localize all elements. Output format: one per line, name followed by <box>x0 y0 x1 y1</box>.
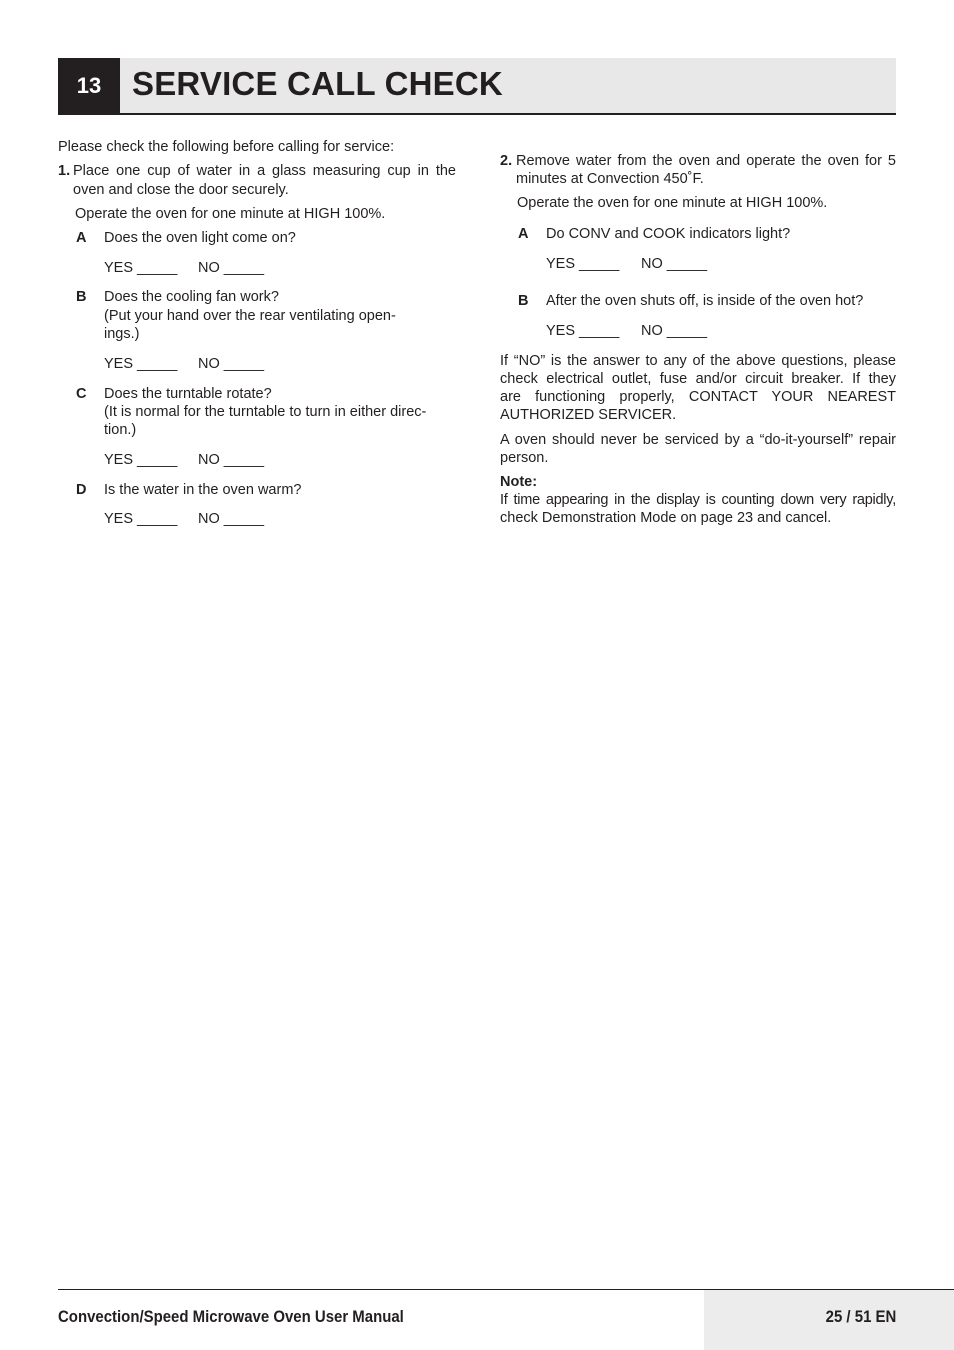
no-blank: NO _____ <box>641 256 708 272</box>
question-letter: B <box>518 293 529 309</box>
chapter-header <box>58 58 896 115</box>
intro-text: Please check the following before calling for service: <box>58 139 395 155</box>
footer-page-number: 25 / 51 EN <box>825 1307 896 1326</box>
question-text: (Put your hand over the rear ventilating open- <box>104 308 396 324</box>
if-no-paragraph: check electrical outlet, fuse and/or circuit breaker. If they <box>500 371 896 387</box>
step-1-operate: Operate the oven for one minute at HIGH 100%. <box>75 206 386 222</box>
yes-blank: YES _____ <box>546 323 620 339</box>
step-1-line-2: oven and close the door securely. <box>73 182 289 198</box>
question-letter: B <box>76 289 87 305</box>
diy-paragraph: A oven should never be serviced by a “do-it-yourself” repair <box>500 432 896 448</box>
yes-blank: YES _____ <box>546 256 620 272</box>
question-letter: C <box>76 386 87 402</box>
question-text: (It is normal for the turntable to turn in either direc- <box>104 404 427 420</box>
yes-blank: YES _____ <box>104 511 178 527</box>
question-text: Do CONV and COOK indicators light? <box>546 226 791 242</box>
step-2-line-2: minutes at Convection 450˚F. <box>516 171 704 187</box>
question-letter: D <box>76 482 87 498</box>
no-blank: NO _____ <box>198 452 265 468</box>
yes-blank: YES _____ <box>104 356 178 372</box>
footer-manual-title: Convection/Speed Microwave Oven User Manual <box>58 1307 404 1326</box>
question-text: ings.) <box>104 326 140 342</box>
question-text: Does the cooling fan work? <box>104 289 279 305</box>
no-blank: NO _____ <box>198 356 265 372</box>
question-letter: A <box>518 226 529 242</box>
question-letter: A <box>76 230 87 246</box>
no-blank: NO _____ <box>198 511 265 527</box>
no-blank: NO _____ <box>198 260 265 276</box>
yes-blank: YES _____ <box>104 452 178 468</box>
note-label: Note: <box>500 474 538 490</box>
note-text: check Demonstration Mode on page 23 and cancel. <box>500 510 832 526</box>
chapter-number: 13 <box>58 58 120 113</box>
question-text: Does the turntable rotate? <box>104 386 272 402</box>
if-no-paragraph: If “NO” is the answer to any of the above questions, please <box>500 353 896 369</box>
question-text: tion.) <box>104 422 137 438</box>
question-text: Is the water in the oven warm? <box>104 482 302 498</box>
no-blank: NO _____ <box>641 323 708 339</box>
step-1-number: 1. <box>58 163 71 179</box>
step-2-line-1: Remove water from the oven and operate the oven for 5 <box>516 153 896 169</box>
page-title: SERVICE CALL CHECK <box>132 65 503 102</box>
step-1-line-1: Place one cup of water in a glass measuring cup in the <box>73 163 456 179</box>
if-no-paragraph: AUTHORIZED SERVICER. <box>500 407 677 423</box>
step-2-operate: Operate the oven for one minute at HIGH 100%. <box>517 195 828 211</box>
yes-blank: YES _____ <box>104 260 178 276</box>
question-text: After the oven shuts off, is inside of the oven hot? <box>546 293 864 309</box>
question-text: Does the oven light come on? <box>104 230 296 246</box>
if-no-paragraph: are functioning properly, CONTACT YOUR NEAREST <box>500 389 896 405</box>
step-2-number: 2. <box>500 153 513 169</box>
diy-paragraph: person. <box>500 450 549 466</box>
note-text: If time appearing in the display is counting down very rapidly, <box>500 492 896 508</box>
